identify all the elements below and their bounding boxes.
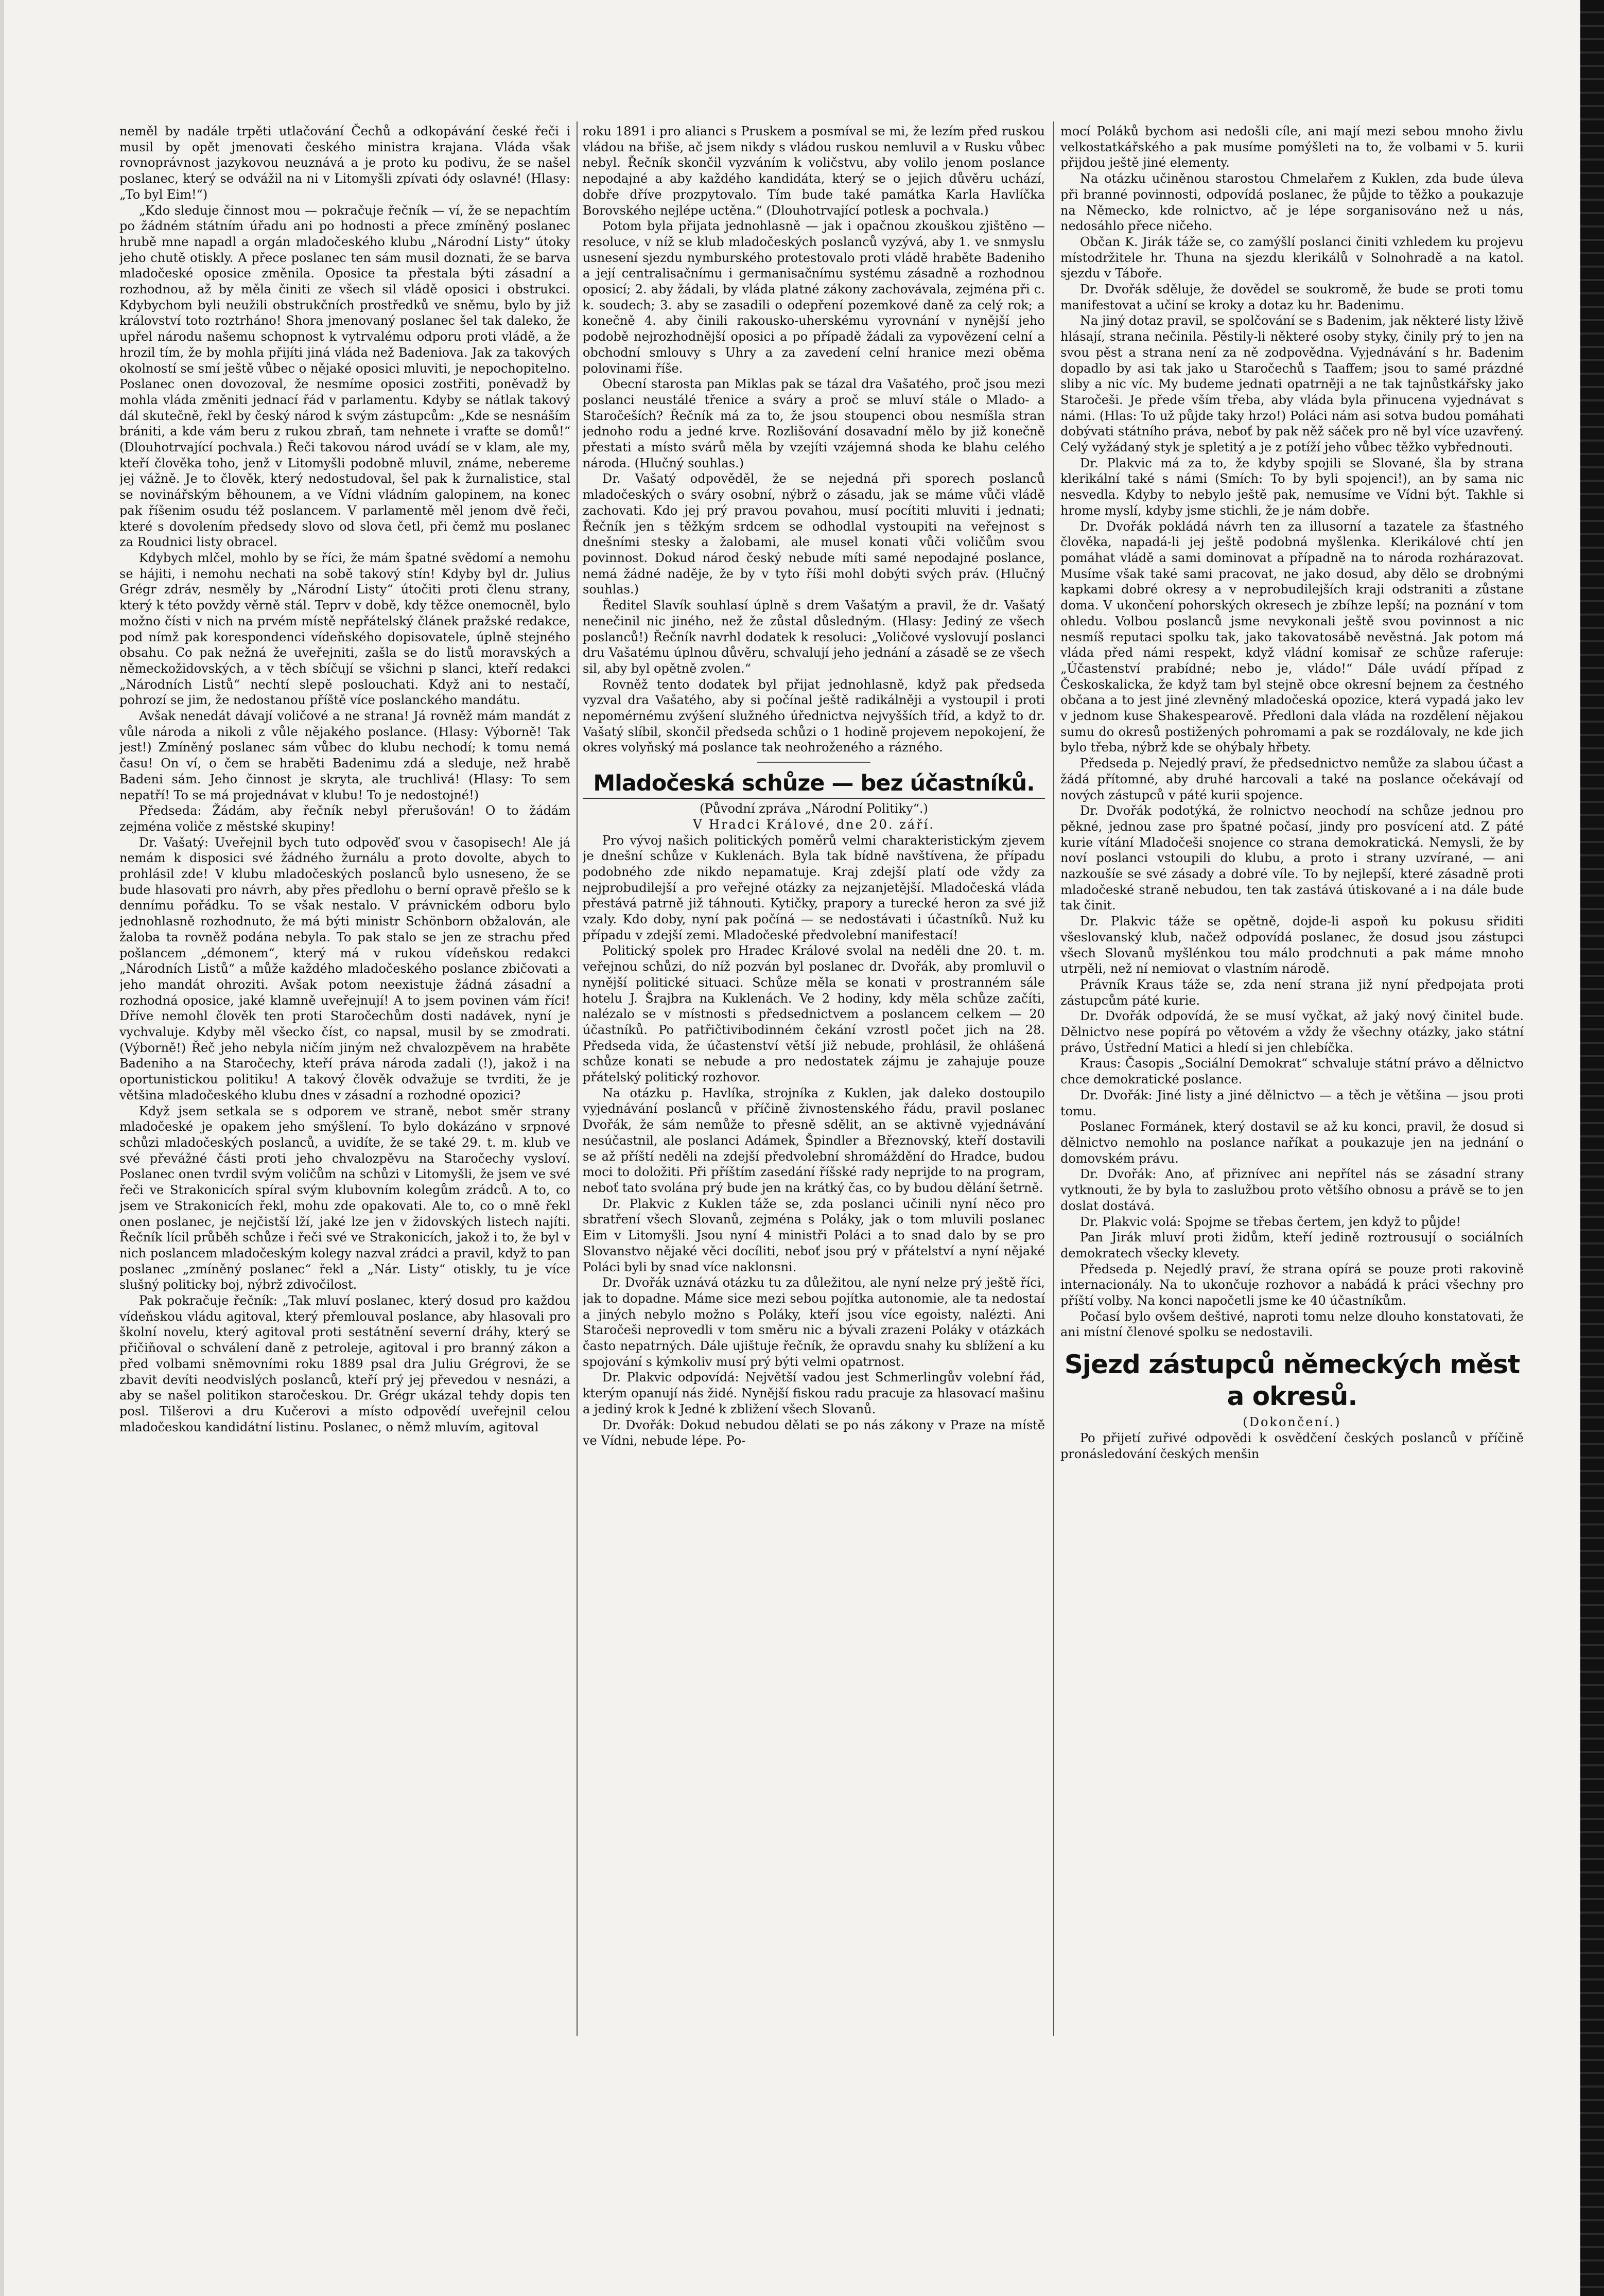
paragraph: Poslanec Formánek, který dostavil se až ku konci, pravil, že dosud si dělnictvo nemohlo na poslance naříkat a poukazuje jen na jednání o domovském právu. — [1060, 1119, 1524, 1166]
paragraph: Potom byla přijata jednohlasně — jak i opačnou zkouškou zjištěno — resoluce, v níž se klub mladočeských poslanců vyzývá, aby 1. ve snmyslu usnesení sjezdu nymburského protestovalo proti vládě hraběte Badeniho a její centralisačnímu i germanisačnímu systému zásadně a rozhodnou oposicí; 2. aby žádali, by vláda platné zákony zachovávala, zejména při c. k. soudech; 3. aby se zasadili o odepření pozemkové daně za celý rok; a konečně 4. aby činili rakousko-uherskému vyrovnání v nynější jeho podobě nejrozhodnější oposici a po případě žádali za vypovězení celní a obchodní smlouvy s Uhry a za zavedení celní hranice mezi oběma polovinami říše. — [583, 219, 1045, 376]
paragraph: Kraus: Časopis „Sociální Demokrat“ schvaluje státní právo a dělnictvo chce demokratické poslance. — [1060, 1056, 1524, 1087]
paragraph: Předseda p. Nejedlý praví, že předsednictvo nemůže za slabou účast a žádá přítomné, aby druhé harcovali a také na poslance očekávají od nových zástupců v páté kurii spojence. — [1060, 756, 1524, 802]
paragraph: Dr. Dvořák: Ano, ať přiznívec ani nepřítel nás se zásadní strany vytknouti, že by byla to zaslužbou proto většího obnosu a právě se to jen doslat dostává. — [1060, 1167, 1524, 1213]
article-dateline: V Hradci Králové, dne 20. září. — [693, 817, 935, 832]
paragraph: Dr. Plakvic má za to, že kdyby spojili se Slované, šla by strana klerikální také s námi (Smích: To by byli spojenci!), an by sama nic nesvedla. Kdyby to nebylo ještě pak, nemusíme ve Vídni být. Takhle si hrome myslí, kdyby jsme stichli, že je nám dobře. — [1060, 455, 1524, 518]
paragraph: Na otázku p. Havlíka, strojníka z Kuklen, jak daleko dostoupilo vyjednávání poslanců v příčině živnostenského řádu, pravil poslanec Dvořák, že sám nemůže to přesně sdělit, an se aktivně vyjednávání nesúčastnil, ale poslanci Adámek, Špindler a Březnovský, kteří dostavili se až příští neděli na zdejší předvolební shromáždění do Hradce, budou moci to doložiti. Při příštím zasedání říšské rady neprijde to na program, neboť tato svolána prý bude jen na krátký čas, co by budou dělání šetrně. — [583, 1085, 1045, 1195]
paragraph: Dr. Plakvic odpovídá: Největší vadou jest Schmerlingův volební řád, kterým opanují nás židé. Nynější fiskou radu pracuje za hlasovací mašinu a jediný krok k Jedné k zbližení všech Slovanů. — [583, 1370, 1045, 1416]
scan-right-edge — [1580, 0, 1604, 2296]
paragraph: Pan Jirák mluví proti židům, kteří jedině roztrousují o sociálních demokratech všecky klevety. — [1060, 1230, 1524, 1260]
paragraph: Politický spolek pro Hradec Králové svolal na neděli dne 20. t. m. veřejnou schůzi, do níž pozván byl poslanec dr. Dvořák, aby promluvil o nynější politické situaci. Schůze měla se konati v prostranném sále hotelu J. Šrajbra na Kuklenách. Ve 2 hodiny, kdy měla schůze začíti, nalézalo se v místnosti s předsednictvem a poslancem celkem — 20 účastníků. Po patřičtivibodinném čekání vzrostl počet jich na 28. Předseda vida, že účastenství větší již nebude, prohlásil, že ohlášená schůze konati se nebude a pro nedostatek zájmu je zahajuje pouze přátelský politický rozhovor. — [583, 943, 1045, 1085]
column-rule-1 — [577, 121, 578, 2036]
paragraph: „Kdo sleduje činnost mou — pokračuje řečník — ví, že se nepachtím po žádném státním úřadu ani po hodnosti a přece zmíněný poslanec hrubě mne napadl a orgán mladočeského klubu „Národní Listy“ útoky jeho chutě otiskly. A přece poslanec ten sám musil doznati, že se barva mladočeské oposice změnila. Oposice ta přestala býti zásadní a rozhodnou, až by měla činiti ze všech sil vládě oposici i obstrukci. Kdybychom byli neužili obstrukčních prostředků ve sněmu, bylo by již království toto roztrháno! Shora jmenovaný poslanec šel tak daleko, že upřel národu našemu schopnost k vytrvalému odporu proti vládě, a že hrozil tím, že by mohla přijíti jiná vláda než Badeniova. Jak za takových okolností se smí ještě vůbec o nějaké oposici mluviti, je nepochopitelno. Poslanec onen dovozoval, že nesmíme oposici zostřiti, poněvadž by mohla vláda změniti jednací řád v parlamentu. Kdyby se nátlak takový dál skutečně, řekl by český národ k svým zástupcům: „Kde se nesnáším brániti, a kde vám beru z rukou zbraň, tam nehnete i vraťte se domů!“ (Dlouhotrvající pochvala.) Řeči takovou národ uvádí se v klam, ale my, kteří člověka toho, jenž v Litomyšli podobně mluvil, známe, nebereme jej vážně. Je to člověk, který nedostudoval, šel pak k žurnalistice, stal se novinářským běhounem, a ve Vídni vládním galopinem, na konec pak říšenim osudu též poslancem. V parlamentě měl jenom dvě řeči, které s dovolením předsedy slovo od slova četl, při čemž mu poslanec za Roudnici listy obracel. — [119, 203, 570, 550]
paragraph: Po přijetí zuřivé odpovědi k osvědčení českých poslanců v příčině pronásledování českých menšin — [1060, 1430, 1524, 1461]
paragraph: Dr. Dvořák sděluje, že dovědel se soukromě, že bude se proti tomu manifestovat a učiní se kroky a dotaz ku hr. Badenimu. — [1060, 282, 1524, 312]
paragraph: Dr. Vašatý: Uveřejnil bych tuto odpověď svou v časopisech! Ale já nemám k disposici své žádného žurnálu a proto dovolte, abych to prohlásil zde! V klubu mladočeských poslanců bylo usneseno, že se bude hlasovati pro návrh, aby přes předlohu o berní opravě přešlo se k dennímu pořádku. To se však nestalo. V právnickém odboru bylo jednohlasně rozhodnuto, že má býti ministr Schönborn obžalován, ale žaloba ta rovněž podána nebyla. To pak stalo se jen ze strachu před pošlancem „démonem“, který má v rukou vídeňskou redakci „Národních Listů“ a může každého mladočeského poslance zbičovati a jeho mandát ohroziti. Avšak potom neexistuje žádná zásadní a rozhodná oposice, jaké klamně uveřejnují! A to jsem povinen vám říci! Dříve nemohl člověk ten proti Staročechům dosti nadávek, nyní je vychvaluje. Kdyby měl všecko číst, co napsal, musil by se zmodrati. (Výborně!) Řeč jeho nebyla ničím jiným než chvalozpěvem na hraběte Badeniho a na Staročechy, kteří práva národa zadali (!), jakož i na oportunistickou politiku! A takový člověk odvažuje se tvrditi, že je většina mladočeského klubu dnes v zásadní a rozhodné opozici? — [119, 835, 570, 1102]
paragraph: Počasí bylo ovšem deštivé, naproti tomu nelze dlouho konstatovati, že ani místní členové spolku se nedostavili. — [1060, 1309, 1524, 1340]
paragraph: Občan K. Jirák táže se, co zamýšlí poslanci činiti vzhledem ku projevu místodržitele hr. Thuna na sjezdu klerikálů v Solnohradě a na katol. sjezdu v Táboře. — [1060, 234, 1524, 281]
paragraph: Pak pokračuje řečník: „Tak mluví poslanec, který dosud pro každou vídeňskou vládu agitoval, který přemlouval poslance, aby hlasovali pro školní novelu, který agitoval proti sestátnění severní dráhy, který se přičiňoval o schválení daně z petroleje, agitoval i pro branný zákon a před volbami sněmovními roku 1889 psal dra Juliu Grégrovi, že se zbavit devíti neodvislých poslanců, kteří prý jej převedou v nesnázi, a aby se našel politikon staročeskou. Dr. Grégr ukázal tehdy dopis ten posl. Tilšerovi a dru Kučerovi a místo odpovědí uveřejnil celou mladočeskou kandidátní listinu. Poslanec, o němž mluvím, agitoval — [119, 1293, 570, 1434]
paragraph: Předseda: Žádám, aby řečník nebyl přerušován! O to žádám zejména voliče z městské skupiny! — [119, 803, 570, 834]
column-1 — [119, 124, 570, 2028]
paragraph: Obecní starosta pan Miklas pak se tázal dra Vašatého, proč jsou mezi poslanci neustálé třenice a sváry a proč se mluví stále o Mlado- a Staročeších? Řečník má za to, že jsou stoupenci obou nesmíšla stran jednoho rodu a jedné krve. Rozlišování dosavadní mělo by již konečně přestati a místo svárů měla by vzejíti vzájemná shoda ke blahu celého národa. (Hlučný souhlas.) — [583, 377, 1045, 470]
paragraph: Předseda p. Nejedlý praví, že strana opírá se pouze proti rakovině internacionály. Na to ukončuje rozhovor a nabádá k práci všechny pro příští volby. Na konci napočetli jsme ke 40 účastníkům. — [1060, 1261, 1524, 1308]
paragraph: Dr. Plakvic táže se opětně, dojde-li aspoň ku pokusu sřiditi všeslovanský klub, načež odpovídá poslanec, že dosud jsou zástupci všech Slovanů myšlénkou tou málo prodchnuti a pak máme mnoho utrpěli, než ní nemiovat o vlastním národě. — [1060, 914, 1524, 976]
paragraph: Dr. Dvořák podotýká, že rolnictvo neochodí na schůze jednou pro pěkné, jednou zase pro špatné počasí, jindy pro posvícení atd. Z páté kurie vítání Mladočeši snojence co strana demokratická. Nemysli, že by noví poslanci vstoupili do klubu, a proto i strany uzvírané, — ani nazkoušíe se své zásady a dobré víle. To by nejlepší, které zásadně proti mladočeské straně nebudou, ten tak zastává útiskované a i na dále bude tak činit. — [1060, 803, 1524, 913]
paragraph: Dr. Plakvic z Kuklen táže se, zda poslanci učinili nyní něco pro sbratření všech Slovanů, zejména s Poláky, jak o tom mluvili poslanec Eim v Litomyšli. Jsou nyní 4 ministři Poláci a to snad dalo by se pro Slovanstvo nějaké věci docíliti, neboť jsou prý v přátelství a nyní nějaké Poláci byli by snad více naklonsni. — [583, 1196, 1045, 1274]
paragraph: Dr. Dvořák uznává otázku tu za důležitou, ale nyní nelze prý ještě říci, jak to dopadne. Máme sice mezi sebou pojítka autonomie, ale ta nedostaí a jiných nebylo možno s Poláky, kteří jsou více egoisty, nalézti. Ani Staročeši neprovedli v tom směru nic a bývali zrazeni Poláky v otázkách často nepatrných. Dále ujištuje řečník, že opravdu snahy ku sblížení a ku spojování s kýmkoliv musí prý býti velmi opatrnost. — [583, 1275, 1045, 1369]
paragraph: Na otázku učiněnou starostou Chmelařem z Kuklen, zda bude úleva při branné povinnosti, odpovídá poslanec, že půjde to těžko a poukazuje na Německo, kde rolnictvo, ač je lépe sorganisováno než u nás, nedosáhlo přece ničeho. — [1060, 171, 1524, 234]
paragraph: Dr. Plakvic volá: Spojme se třebas čertem, jen když to půjde! — [1080, 1214, 1461, 1229]
paragraph: Dr. Vašatý odpověděl, že se nejedná při sporech poslanců mladočeských o sváry osobní, nýbrž o zásadu, jak se máme vůči vládě zachovati. Kdo jej prý pravou povahou, musí pocítiti mluviti i jednati; Řečník jen s těžkým srdcem se odhodlal vystoupiti na veřejnost s dnešními stesky a žalobami, ale musel konati vůči voličům svou povinnost. Dokud národ český nebude míti samé nepodajné poslance, nemá žádné naděje, že by v tyto říši mohl dobýti svých práv. (Hlučný souhlas.) — [583, 471, 1045, 597]
section-divider — [757, 762, 870, 763]
paragraph: Ředitel Slavík souhlasí úplně s drem Vašatým a pravil, že dr. Vašatý nenečinil nic jiného, než že zůstal důsledným. (Hlasy: Jediný ze všech poslanců!) Řečník navrhl dodatek k resoluci: „Voličové vyslovují poslanci dru Vašatému úplnou důvěru, schvalují jeho jednání a zásadě se ze všech sil, aby byl opětně zvolen.“ — [583, 598, 1045, 676]
paragraph: Dr. Dvořák: Dokud nebudou dělati se po nás zákony v Praze na místě ve Vídni, nebude lépe. Po- — [583, 1417, 1045, 1448]
article-headline: Mladočeská schůze — bez účastníků. — [583, 770, 1045, 799]
paragraph: Dr. Dvořák pokládá návrh ten za illusorní a tazatele za šťastného člověka, napadá-li jej ještě podobná myšlenka. Klerikálové chtí jen pomáhat vládě a sami dominovat a případně na to národa rozhárazovat. Musíme však také sami pracovat, ne jako dosud, aby dělo se drobnými kapkami dobré okresy a v neprobudilejších kraji odstraniti a zůstane doma. V ukončení pohorských okresech je zbíhze lepší; na poznání v tom ohledu. Volbou poslanců jsme nevykonali ještě svou povinnost a nic nesmíš reputaci spolku tak, jako takovatosábě nevěstná. Jak potom má vláda před námi respekt, když vládní komisař ze schůze raferuje: „Účastenství prabídné; nebo je, vládo!“ Dále uvádí případ z Českoskalicka, že když tam byl stejně obce okresní bejnem za čestného občana a to jest jiné zlevněný mladočeská opozice, která vypadá jako lev v jednom kuse Shakespearově. Předloni dala vláda na rozdělení nějakou sumu do okresů postižených pohromami a pak se rozdálovaly, ne kde jich bylo třeba, nýbrž kde se ohýbaly hřbety. — [1060, 519, 1524, 755]
paragraph: Dr. Dvořák: Jiné listy a jiné dělnictvo — a těch je většina — jsou proti tomu. — [1060, 1088, 1524, 1118]
column-rule-2 — [1053, 121, 1054, 2036]
paragraph: Rovněž tento dodatek byl přijat jednohlasně, když pak předseda vyzval dra Vašatého, aby si počínal ještě radikálněji a vystoupil i proti nepomérnému zvýšení služného úřednictva nejvyšších tříd, a když to dr. Vašatý slíbil, skončil předseda schůzi o 1 hodině projevem nepokojení, že okres volyňský má poslance tak neohroženého a rázného. — [583, 677, 1045, 755]
paragraph: Když jsem setkala se s odporem ve straně, nebot směr strany mladočeské je opakem jeho smýšlení. To bylo dokázáno v srpnové schůzi mladočeských poslanců, a uvidíte, že se také 29. t. m. klub ve své převážné části proti jeho chvalozpěvu na Staročechy vysloví. Poslanec onen tvrdil svým voličům na schůzi v Litomyšli, že jsem ve své řeči ve Strakonicích spíral svým klubovním kolegům zrádců. A to, co jsem ve Strakonicích řekl, mohu zde opakovati. Ale to, co o mně řekl onen poslanec, je nejčistší lží, jaké lze jen v židovských listech najíti. Řečník lícil průběh schůze i řeči své ve Strakonicích, jakož i to, že byl v nich poslancem mladočeským kolegy nazval zrádci a pravil, když to pan poslanec „zmíněný poslanec“ řekl a „Nár. Listy“ otiskly, tu je více slušný politicky boj, nýbrž zdivočilost. — [119, 1103, 570, 1292]
column-2 — [583, 124, 1045, 2051]
article-source: (Původní zpráva „Národní Politiky“.) — [700, 801, 928, 816]
paragraph: roku 1891 i pro alianci s Pruskem a posmíval se mi, že lezím před ruskou vládou na břiše, ač jsem nikdy s vládou ruskou nemluvil a v Rusku vůbec nebyl. Řečník skončil vyzváním k voličstvu, aby volilo jenom poslance nepodajné a aby každého kandidáta, který se o jejich důvěru uchází, dobře dříve prozpytovalo. Tím bude také památka Karla Havlíčka Borovského nejlépe uctěna.“ (Dlouhotrvající potlesk a pochvala.) — [583, 124, 1045, 218]
article-continuation-note: (Dokončení.) — [1243, 1415, 1341, 1430]
paragraph: neměl by nadále trpěti utlačování Čechů a odkopávání české řeči i musil by opět jmenovati českého ministra krajana. Vláda však rovnoprávnost jazykovou neuznává a je proto ku podivu, že se našel poslanec, který se odvážil na ni v Litomyšli zpívati ódy oslavné! (Hlasy: „To byl Eim!“) — [119, 124, 570, 202]
paragraph: Právník Kraus táže se, zda není strana již nyní předpojata proti zástupcům páté kurie. — [1060, 977, 1524, 1008]
paragraph: mocí Poláků bychom asi nedošli cíle, ani mají mezi sebou mnoho živlu velkostatkářského a pak musíme pomýšleti na to, že volbami v 5. kurii přijdou ještě jiné elementy. — [1060, 124, 1524, 170]
paragraph: Dr. Dvořák odpovídá, že se musí vyčkat, až jaký nový činitel bude. Dělnictvo nese popírá po větovém a vždy že všechny otázky, jako státní právo, Ústřední Matici a hledí si jen chlebíčka. — [1060, 1009, 1524, 1055]
paragraph: Avšak nenedát dávají voličové a ne strana! Já rovněž mám mandát z vůle národa a nikoli z vůle nějakého poslance. (Hlasy: Výborně! Tak jest!) Zmíněný poslanec sám vůbec do klubu nechodí; k tomu nemá času! On ví, o čem se hraběti Badenimu zdá a sleduje, než hrabě Badeni sám. Jeho činnost je skryta, ale truchlivá! (Hlasy: To sem nepatří! To se má projednávat v klubu! To je nedostojné!) — [119, 709, 570, 802]
paragraph: Kdybych mlčel, mohlo by se říci, že mám špatné svědomí a nemohu se hájiti, i nemohu nechati na sobě takový stín! Kdyby byl dr. Julius Grégr zdráv, nesměly by „Národní Listy“ útočiti proti členu strany, který k této povždy věrně stál. Teprv v době, kdy těžce onemocněl, bylo možno čísti v nich na prvém místě nepřátelský článek pražské redakce, pod nímž pak korespondenci vídeňského dopisovatele, úplně stejného obsahu. Co pak nežná že uveřejniti, zašla se do listů moravských a německožidovských, a v těch sbíčují se všichni p slanci, kteří redakci „Národních Listů“ nechtí slepě poslouchati. Když ani to nestačí, pohrozí se jim, že nedostanou příště více poslanckého mandátu. — [119, 550, 570, 708]
paragraph: Na jiný dotaz pravil, se spolčování se s Badenim, jak některé listy lživě hlásají, strana nečinila. Pěstily-li některé osoby styky, činily prý to jen na svou pěst a strana není za ně zodpovědna. Vyjednávání s hr. Badenim dopadlo by asi tak jako u Staročechů s Taaffem; jsou to samé prázdné sliby a nic víc. My budeme jednati opatrněji a ne tak tajnůstkářsky jako Staročeši. Je přede vším třeba, aby vláda byla přinucena vyjednávat s námi. (Hlas: To už půjde taky hrzo!) Poláci nám asi sotva budou pomáhati dobývati státního práva, neboť by pak něž sáček pro ně byl více uzavřený. Celý vyžádaný styk je spletitý a je z potíží jeho vůbec těžko vybřednouti. — [1060, 313, 1524, 455]
paragraph: Pro vývoj našich politických poměrů velmi charakteristickým zjevem je dnešní schůze v Kuklenách. Byla tak bídně navštívena, že případu podobného zde nikdo nepamatuje. Kraj zdejší platí ode vždy za nejprobudilejší a pro veřejné otázky za nejzanjetější. Mladočeská vláda přestává patrně již táhnouti. Kytičky, prapory a turecké heron za své již vzaly. Kdo doby, nyní pak počíná — se nedostávati i účastníků. Nuž ku případu v zdejší zemi. Mladočeské předvolební manifestací! — [583, 833, 1045, 942]
page-left-edge — [0, 0, 4, 2296]
column-3 — [1060, 124, 1524, 2051]
article-headline: Sjezd zástupců německých měst a okresů. — [1064, 1349, 1520, 1412]
